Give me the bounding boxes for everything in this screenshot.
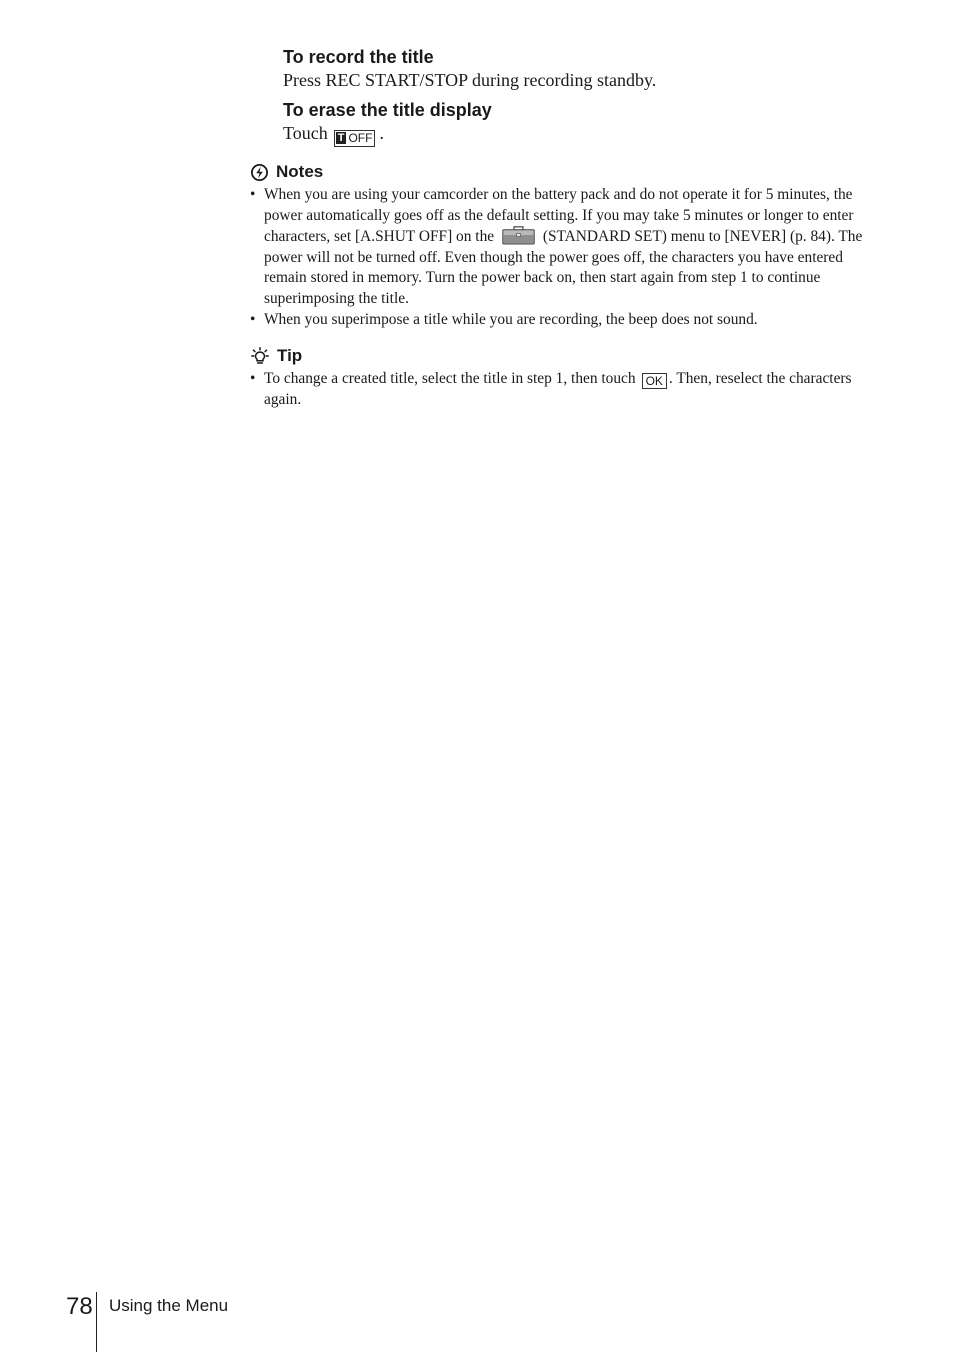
note-2-text: When you superimpose a title while you are recording, the beep does not sound. (264, 310, 758, 328)
list-item (250, 185, 876, 310)
list-item (250, 310, 876, 331)
heading-erase-title: To erase the title display (283, 100, 492, 120)
section-label: Using the Menu (109, 1296, 229, 1315)
record-title-instruction: Press REC START/STOP during recording standby. (283, 70, 657, 90)
title-t-icon: T (337, 132, 345, 144)
tip-text-a: To change a created title, select the title in step 1, then touch (264, 370, 636, 387)
tip-heading (251, 346, 302, 366)
title-off-label: OFF (348, 130, 373, 145)
erase-title-instruction (283, 122, 384, 147)
footer-divider (96, 1292, 97, 1352)
tip-text-b: . Then, reselect the characters again. (264, 370, 852, 408)
page-number: 78 (66, 1293, 93, 1320)
notes-heading (251, 162, 323, 182)
note-1-text-b: (STANDARD SET) menu to [NEVER] (p. 84). The power will not be turned off. Even though the power goes off, the characters you have entered remain stored in memory. Turn the power back on, then start again from step 1 to continue superimposing the title. (264, 228, 863, 307)
toolbox-icon (502, 226, 535, 245)
tip-list (250, 369, 876, 410)
list-item (250, 369, 876, 410)
heading-record-title: To record the title (283, 47, 434, 67)
tip-title: Tip (277, 346, 303, 365)
period-text: . (379, 123, 384, 143)
bullet: • (250, 186, 256, 203)
notes-title: Notes (276, 162, 324, 181)
notes-list (250, 185, 876, 330)
note-1-text-a: When you are using your camcorder on the battery pack and do not operate it for 5 minutes, the power automatically goes off as the default setting. If you may take 5 minutes or longer to enter characters, set [A.SHUT OFF] on the (264, 186, 854, 246)
bullet: • (250, 310, 256, 328)
bullet: • (250, 370, 256, 387)
lightbulb-icon (251, 347, 269, 365)
touch-text: Touch (283, 123, 328, 143)
title-off-button[interactable] (334, 130, 376, 147)
notes-icon (251, 164, 268, 181)
ok-button[interactable]: OK (642, 373, 667, 389)
